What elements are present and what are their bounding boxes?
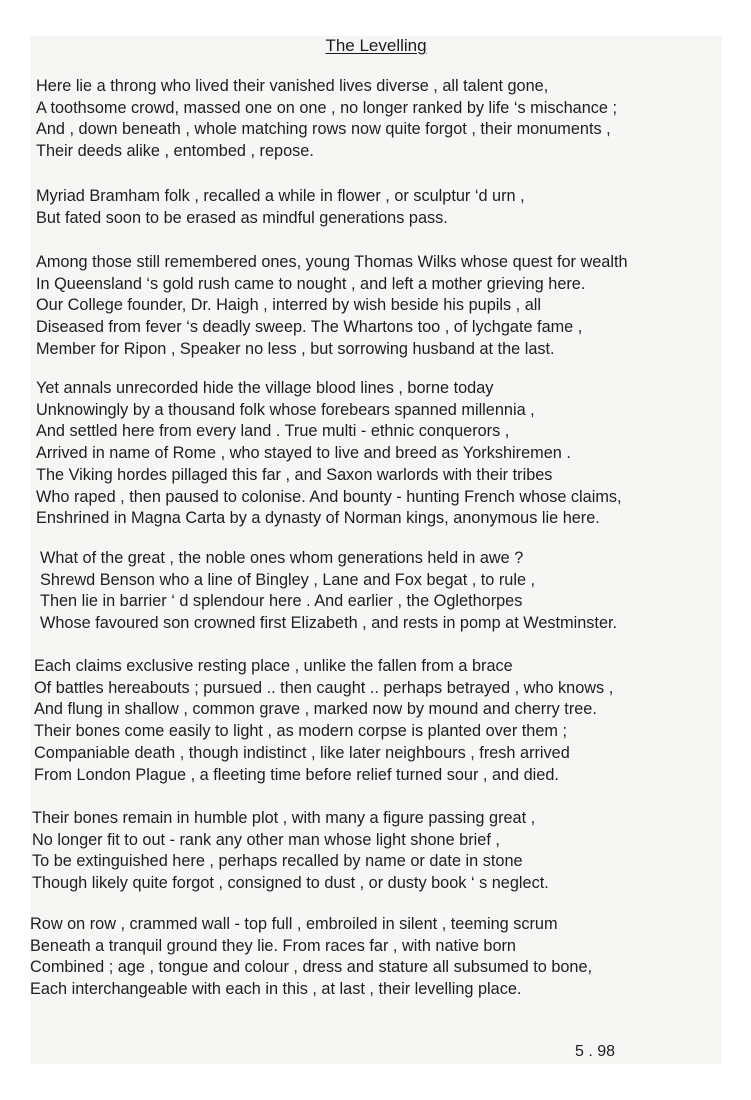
poem-line: And flung in shallow , common grave , marked now by mound and cherry tree. (34, 700, 597, 719)
poem-line: Companiable death , though indistinct , like later neighbours , fresh arrived (34, 743, 570, 762)
stanza-1 (36, 76, 617, 163)
poem-title: The Levelling (325, 36, 427, 55)
poem-line: Unknowingly by a thousand folk whose forebears spanned millennia , (36, 400, 535, 419)
poem-line: A toothsome crowd, massed one on one , no longer ranked by life ‘s mischance ; (36, 98, 618, 117)
poem-line: Their bones come easily to light , as modern corpse is planted over them ; (34, 722, 568, 741)
poem-line: Their bones remain in humble plot , with many a figure passing great , (32, 809, 536, 827)
poem-line: Of battles hereabouts ; pursued .. then caught .. perhaps betrayed , who knows , (34, 678, 614, 697)
poem-line: Our College founder, Dr. Haigh , interred by wish beside his pupils , all (36, 296, 541, 315)
poem-line: No longer fit to out - rank any other man whose light shone brief , (32, 830, 500, 849)
poem-line: Diseased from fever ‘s deadly sweep. The Whartons too , of lychgate fame , (36, 318, 583, 337)
poem-line: Beneath a tranquil ground they lie. From races far , with native born (30, 936, 516, 955)
poem-line: But fated soon to be erased as mindful generations pass. (36, 208, 448, 227)
poem-line: Shrewd Benson who a line of Bingley , Lane and Fox begat , to rule , (40, 570, 536, 589)
page-date: 5 . 98 (575, 1043, 616, 1060)
poem-line: And settled here from every land . True multi - ethnic conquerors , (36, 422, 510, 441)
poem-line: Who raped , then paused to colonise. And bounty - hunting French whose claims, (36, 487, 622, 506)
poem-line: The Viking hordes pillaged this far , and Saxon warlords with their tribes (36, 465, 553, 484)
poem-line: Each interchangeable with each in this , at last , their levelling place. (30, 980, 522, 999)
stanza-3 (36, 252, 628, 361)
poem-line: Here lie a throng who lived their vanished lives diverse , all talent gone, (36, 77, 549, 95)
stanza-6 (34, 656, 613, 786)
stanza-8 (30, 914, 592, 1001)
stanza-4 (36, 378, 622, 530)
stanza-5 (40, 548, 617, 635)
poem-line: Combined ; age , tongue and colour , dress and stature all subsumed to bone, (30, 958, 593, 977)
poem-line: Yet annals unrecorded hide the village blood lines , borne today (36, 379, 494, 397)
poem-line: Arrived in name of Rome , who stayed to live and breed as Yorkshiremen . (36, 444, 571, 463)
stanza-7 (32, 808, 549, 895)
document-page (30, 36, 722, 1064)
poem-line: To be extinguished here , perhaps recalled by name or date in stone (32, 852, 523, 871)
poem-line: What of the great , the noble ones whom generations held in awe ? (40, 549, 524, 567)
poem-line: Enshrined in Magna Carta by a dynasty of Norman kings, anonymous lie here. (36, 509, 600, 528)
poem-line: Their deeds alike , entombed , repose. (36, 142, 314, 161)
poem-line: Row on row , crammed wall - top full , embroiled in silent , teeming scrum (30, 915, 558, 933)
poem-line: Whose favoured son crowned first Elizabeth , and rests in pomp at Westminster. (40, 614, 618, 633)
poem-line: In Queensland ‘s gold rush came to nought , and left a mother grieving here. (36, 274, 586, 293)
poem-line: Member for Ripon , Speaker no less , but sorrowing husband at the last. (36, 339, 555, 358)
stanza-2 (36, 186, 525, 229)
poem-line: And , down beneath , whole matching rows now quite forgot , their monuments , (36, 120, 611, 139)
poem-line: Though likely quite forgot , consigned to dust , or dusty book ‘ s neglect. (32, 874, 549, 893)
poem-line: Then lie in barrier ‘ d splendour here . And earlier , the Oglethorpes (40, 592, 523, 611)
poem-line: Myriad Bramham folk , recalled a while in flower , or sculptur ‘d urn , (36, 187, 525, 205)
poem-line: Among those still remembered ones, young Thomas Wilks whose quest for wealth (36, 253, 628, 271)
poem-line: From London Plague , a fleeting time before relief turned sour , and died. (34, 765, 559, 784)
poem-line: Each claims exclusive resting place , unlike the fallen from a brace (34, 657, 513, 675)
